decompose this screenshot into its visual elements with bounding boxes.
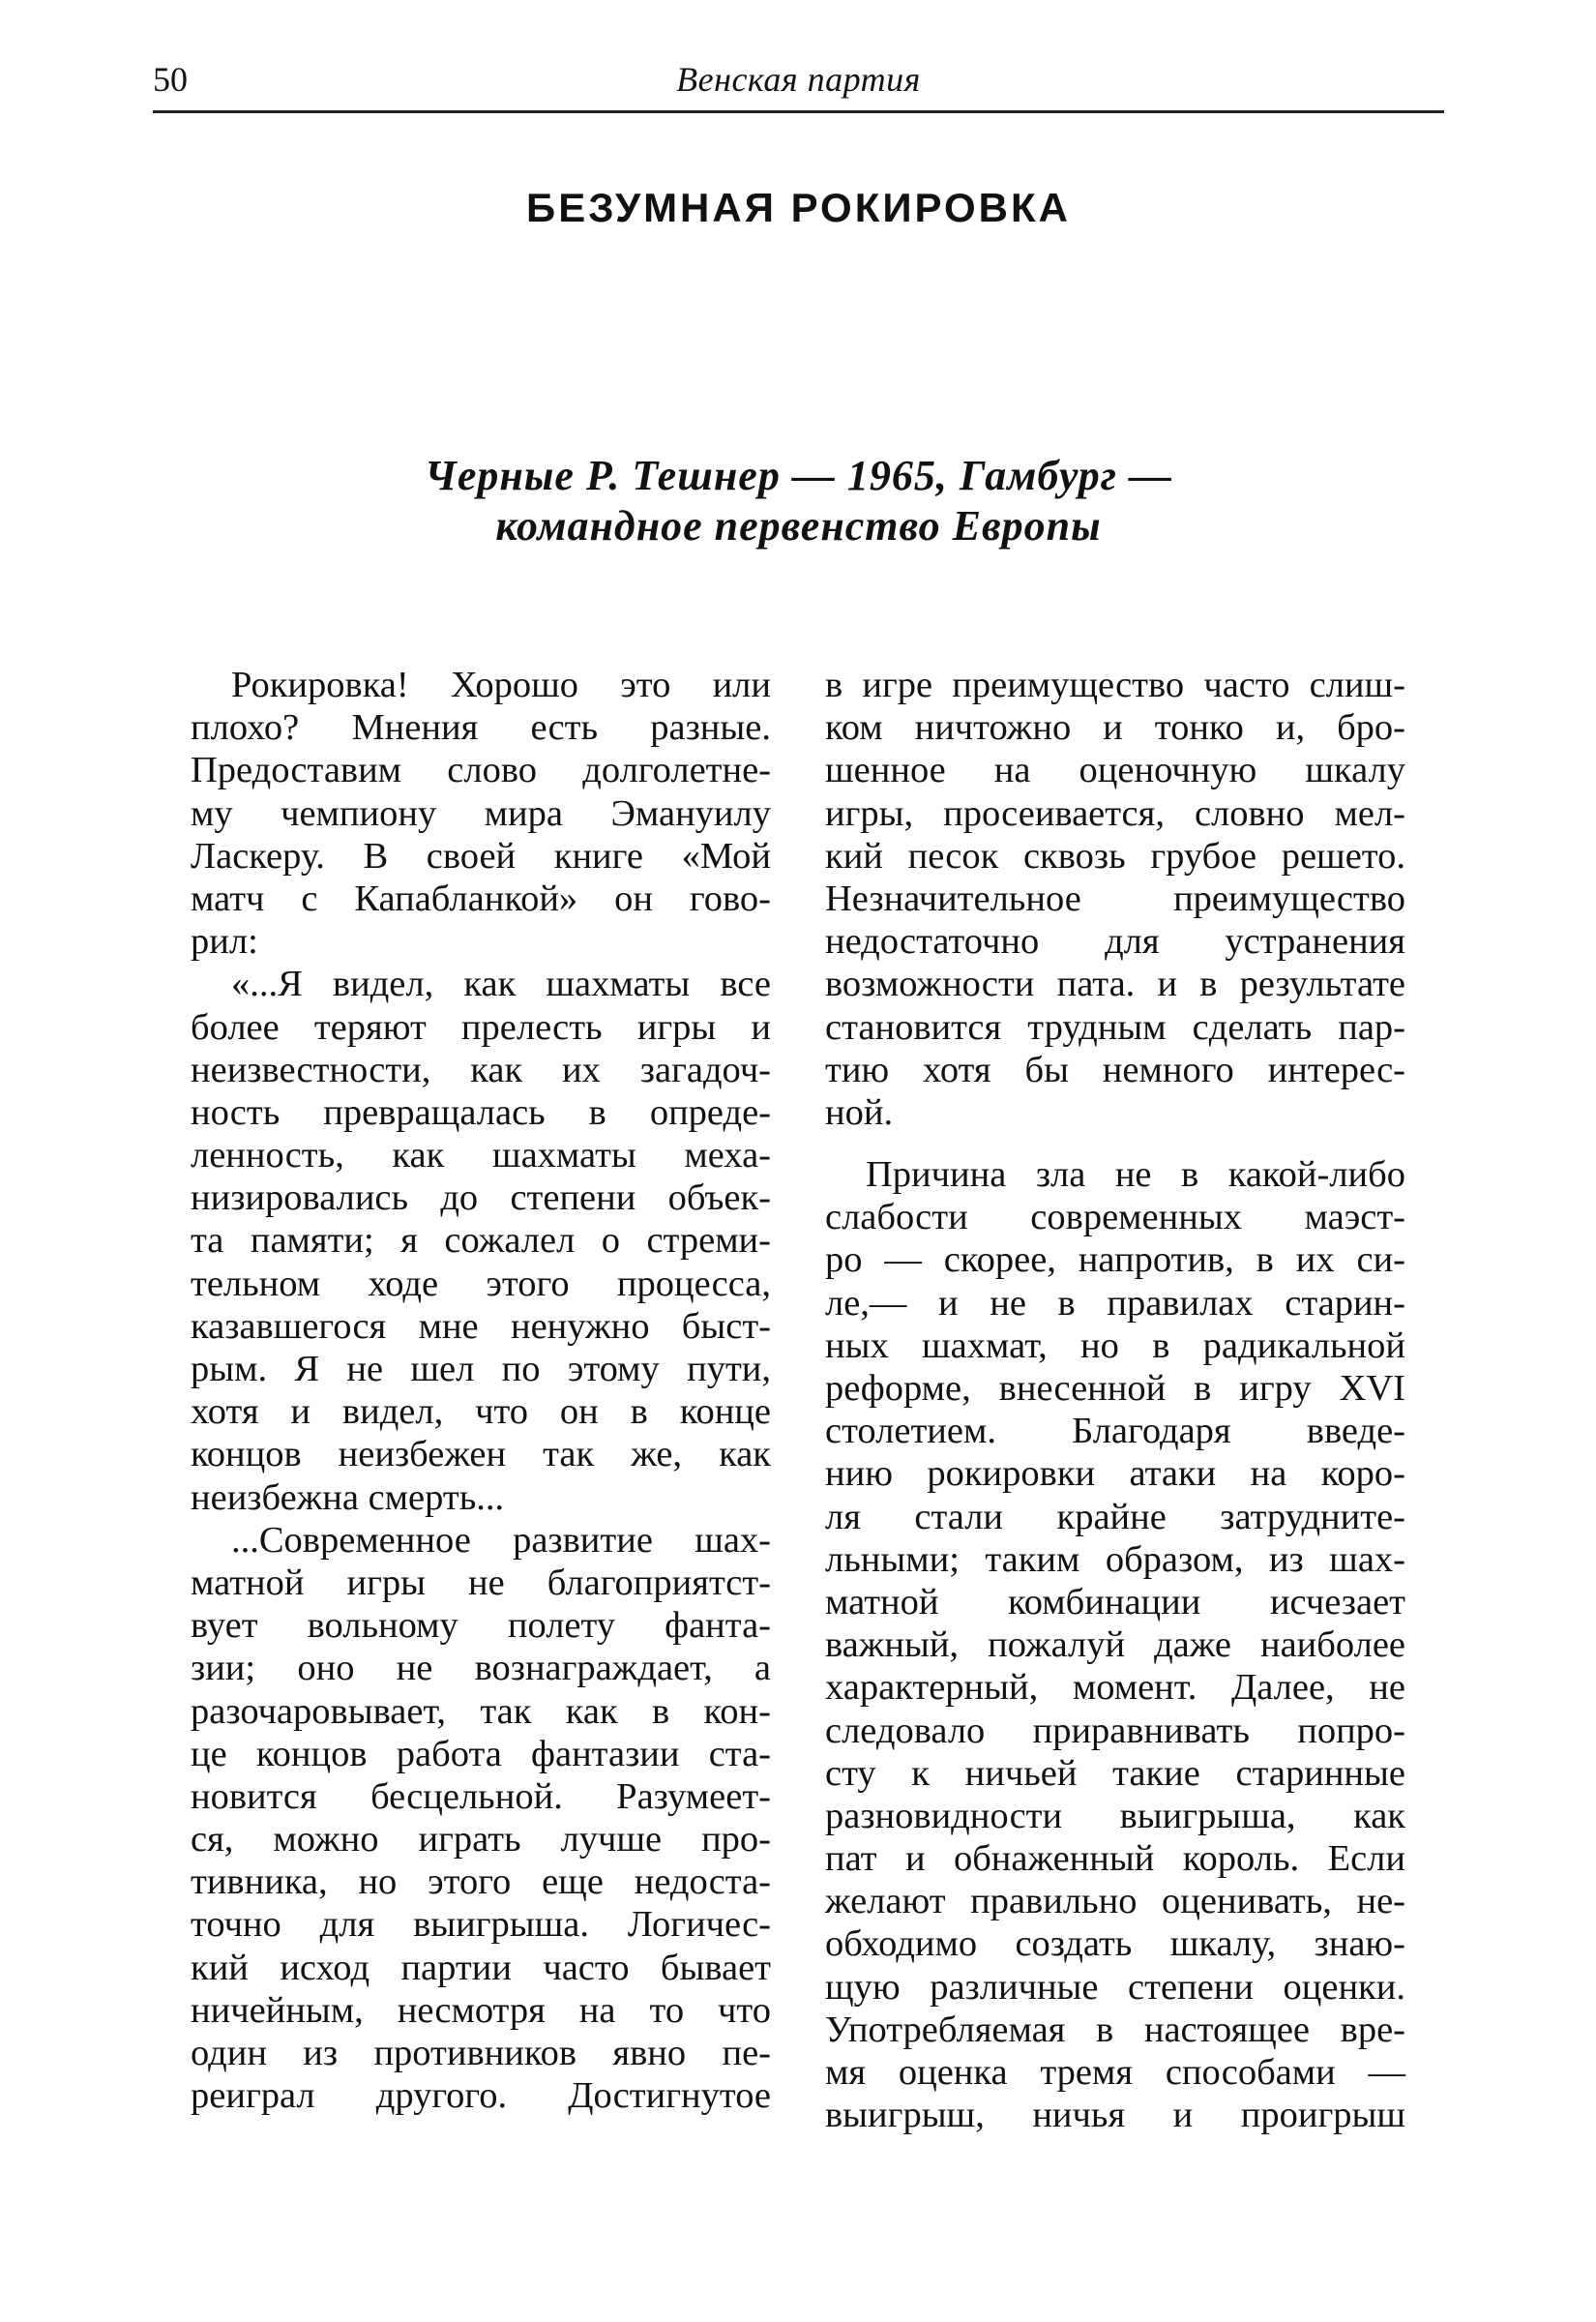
header-rule [153,110,1444,113]
text-line: Ласкеру. В своей книге «Мой [191,835,771,877]
text-line: игры, просеивается, словно мел- [825,792,1405,834]
text-line: нию рокировки атаки на коро- [825,1453,1405,1495]
text-line: один из противников явно пе- [191,2033,771,2073]
text-line: более теряют прелесть игры и [191,1006,771,1048]
text-line: разочаровывает, так как в кон- [191,1690,771,1732]
text-line: тельном ходе этого процесса, [191,1263,771,1304]
text-line: Рокировка! Хорошо это или [231,665,771,705]
text-line: рил: [191,921,258,963]
text-line: становится трудным сделать пар- [825,1006,1405,1048]
text-line: разновидности выигрыша, как [825,1795,1405,1836]
text-line: реиграл другого. Достигнутое [191,2075,771,2117]
right-column [825,664,1405,2136]
running-head [153,56,1444,104]
text-line: ля стали крайне затрудните- [825,1496,1405,1537]
text-line: желают правильно оценивать, не- [825,1881,1405,1922]
text-line: вует вольному полету фанта- [191,1605,771,1647]
text-line: ком ничтожно и тонко и, бро- [825,707,1405,749]
text-line: характерный, момент. Далее, не [825,1667,1405,1709]
text-line: ...Современное развитие шах- [231,1519,771,1561]
text-line: матч с Капабланкой» он гово- [191,878,771,919]
text-line: обходимо создать шкалу, знаю- [825,1923,1405,1965]
text-line: щую различные степени оценки. [825,1966,1405,2008]
chapter-title: БЕЗУМНАЯ РОКИРОВКА [526,185,1071,230]
text-line: зии; оно не вознаграждает, а [191,1648,771,1689]
text-line: кий исход партии часто бывает [191,1947,771,1988]
text-line: неизвестности, как их загадоч- [191,1049,771,1090]
text-line: матной игры не благоприятст- [191,1562,771,1603]
text-line: слабости современных маэст- [825,1197,1405,1238]
text-line: важный, пожалуй даже наиболее [825,1624,1405,1666]
text-line: ничейным, несмотря на то что [191,1989,771,2031]
text-line: рым. Я не шел по этому пути, [191,1349,771,1389]
text-line: тию хотя бы немного интерес- [825,1049,1405,1090]
left-column [191,664,771,2117]
text-line: тивника, но этого еще недоста- [191,1861,771,1903]
text-line: недостаточно для устранения [825,921,1405,963]
text-line: Причина зла не в какой-либо [866,1154,1405,1196]
text-line: точно для выигрыша. Логичес- [191,1904,771,1946]
text-line: хотя и видел, что он в конце [191,1391,771,1433]
text-line: мя оценка тремя способами — [825,2052,1405,2093]
text-line: концов неизбежен так же, как [191,1434,771,1475]
text-line: казавшегося мне ненужно быст- [191,1305,771,1347]
game-subtitle [153,451,1444,551]
text-line: це концов работа фантазии ста- [191,1733,771,1774]
text-line: Употребляемая в настоящее вре- [825,2009,1405,2050]
text-line: следовало приравнивать попро- [825,1710,1405,1751]
text-line: ной. [825,1091,894,1133]
page-number: 50 [153,60,188,99]
text-line: сту к ничьей такие старинные [825,1752,1405,1794]
text-line: ность превращалась в опреде- [191,1091,771,1133]
text-line: ся, можно играть лучше про- [191,1819,771,1861]
text-line: Предоставим слово долголетне- [191,750,771,791]
text-line: ных шахмат, но в радикальной [825,1325,1405,1366]
text-line: столетием. Благодаря введе- [825,1411,1405,1452]
text-line: возможности пата. и в результате [825,964,1405,1005]
text-line: матной комбинации исчезает [825,1581,1405,1622]
text-line: ленность, как шахматы меха- [191,1135,771,1176]
text-line: плохо? Мнения есть разные. [191,707,771,749]
subtitle-line-2: командное первенство Европы [495,502,1102,550]
text-line: му чемпиону мира Эмануилу [191,792,771,834]
subtitle-line-1: Черные Р. Тешнер — 1965, Гамбург — [424,452,1173,499]
text-line: «...Я видел, как шахматы все [231,964,771,1005]
text-line: новится бесцельной. Разумеет- [191,1775,771,1817]
text-line: пат и обнаженный король. Если [825,1838,1405,1880]
text-line: ле,— и не в правилах старин- [825,1282,1405,1324]
text-line: Незначительное преимущество [825,878,1405,919]
text-line: ро — скорее, напротив, в их си- [825,1239,1405,1281]
text-line: неизбежна смерть... [191,1476,505,1518]
text-line: кий песок сквозь грубое решето. [825,835,1405,877]
text-line: шенное на оценочную шкалу [825,750,1405,791]
running-title: Венская партия [676,60,921,99]
text-line: реформе, внесенной в игру XVI [825,1368,1405,1409]
text-line: та памяти; я сожалел о стреми- [191,1220,771,1262]
paragraph-gap [825,1134,1405,1153]
text-line: льными; таким образом, из шах- [825,1538,1405,1580]
text-line: в игре преимущество часто слиш- [825,665,1405,705]
text-line: низировались до степени объек- [191,1177,771,1219]
text-line: выигрыш, ничья и проигрыш [825,2095,1405,2136]
